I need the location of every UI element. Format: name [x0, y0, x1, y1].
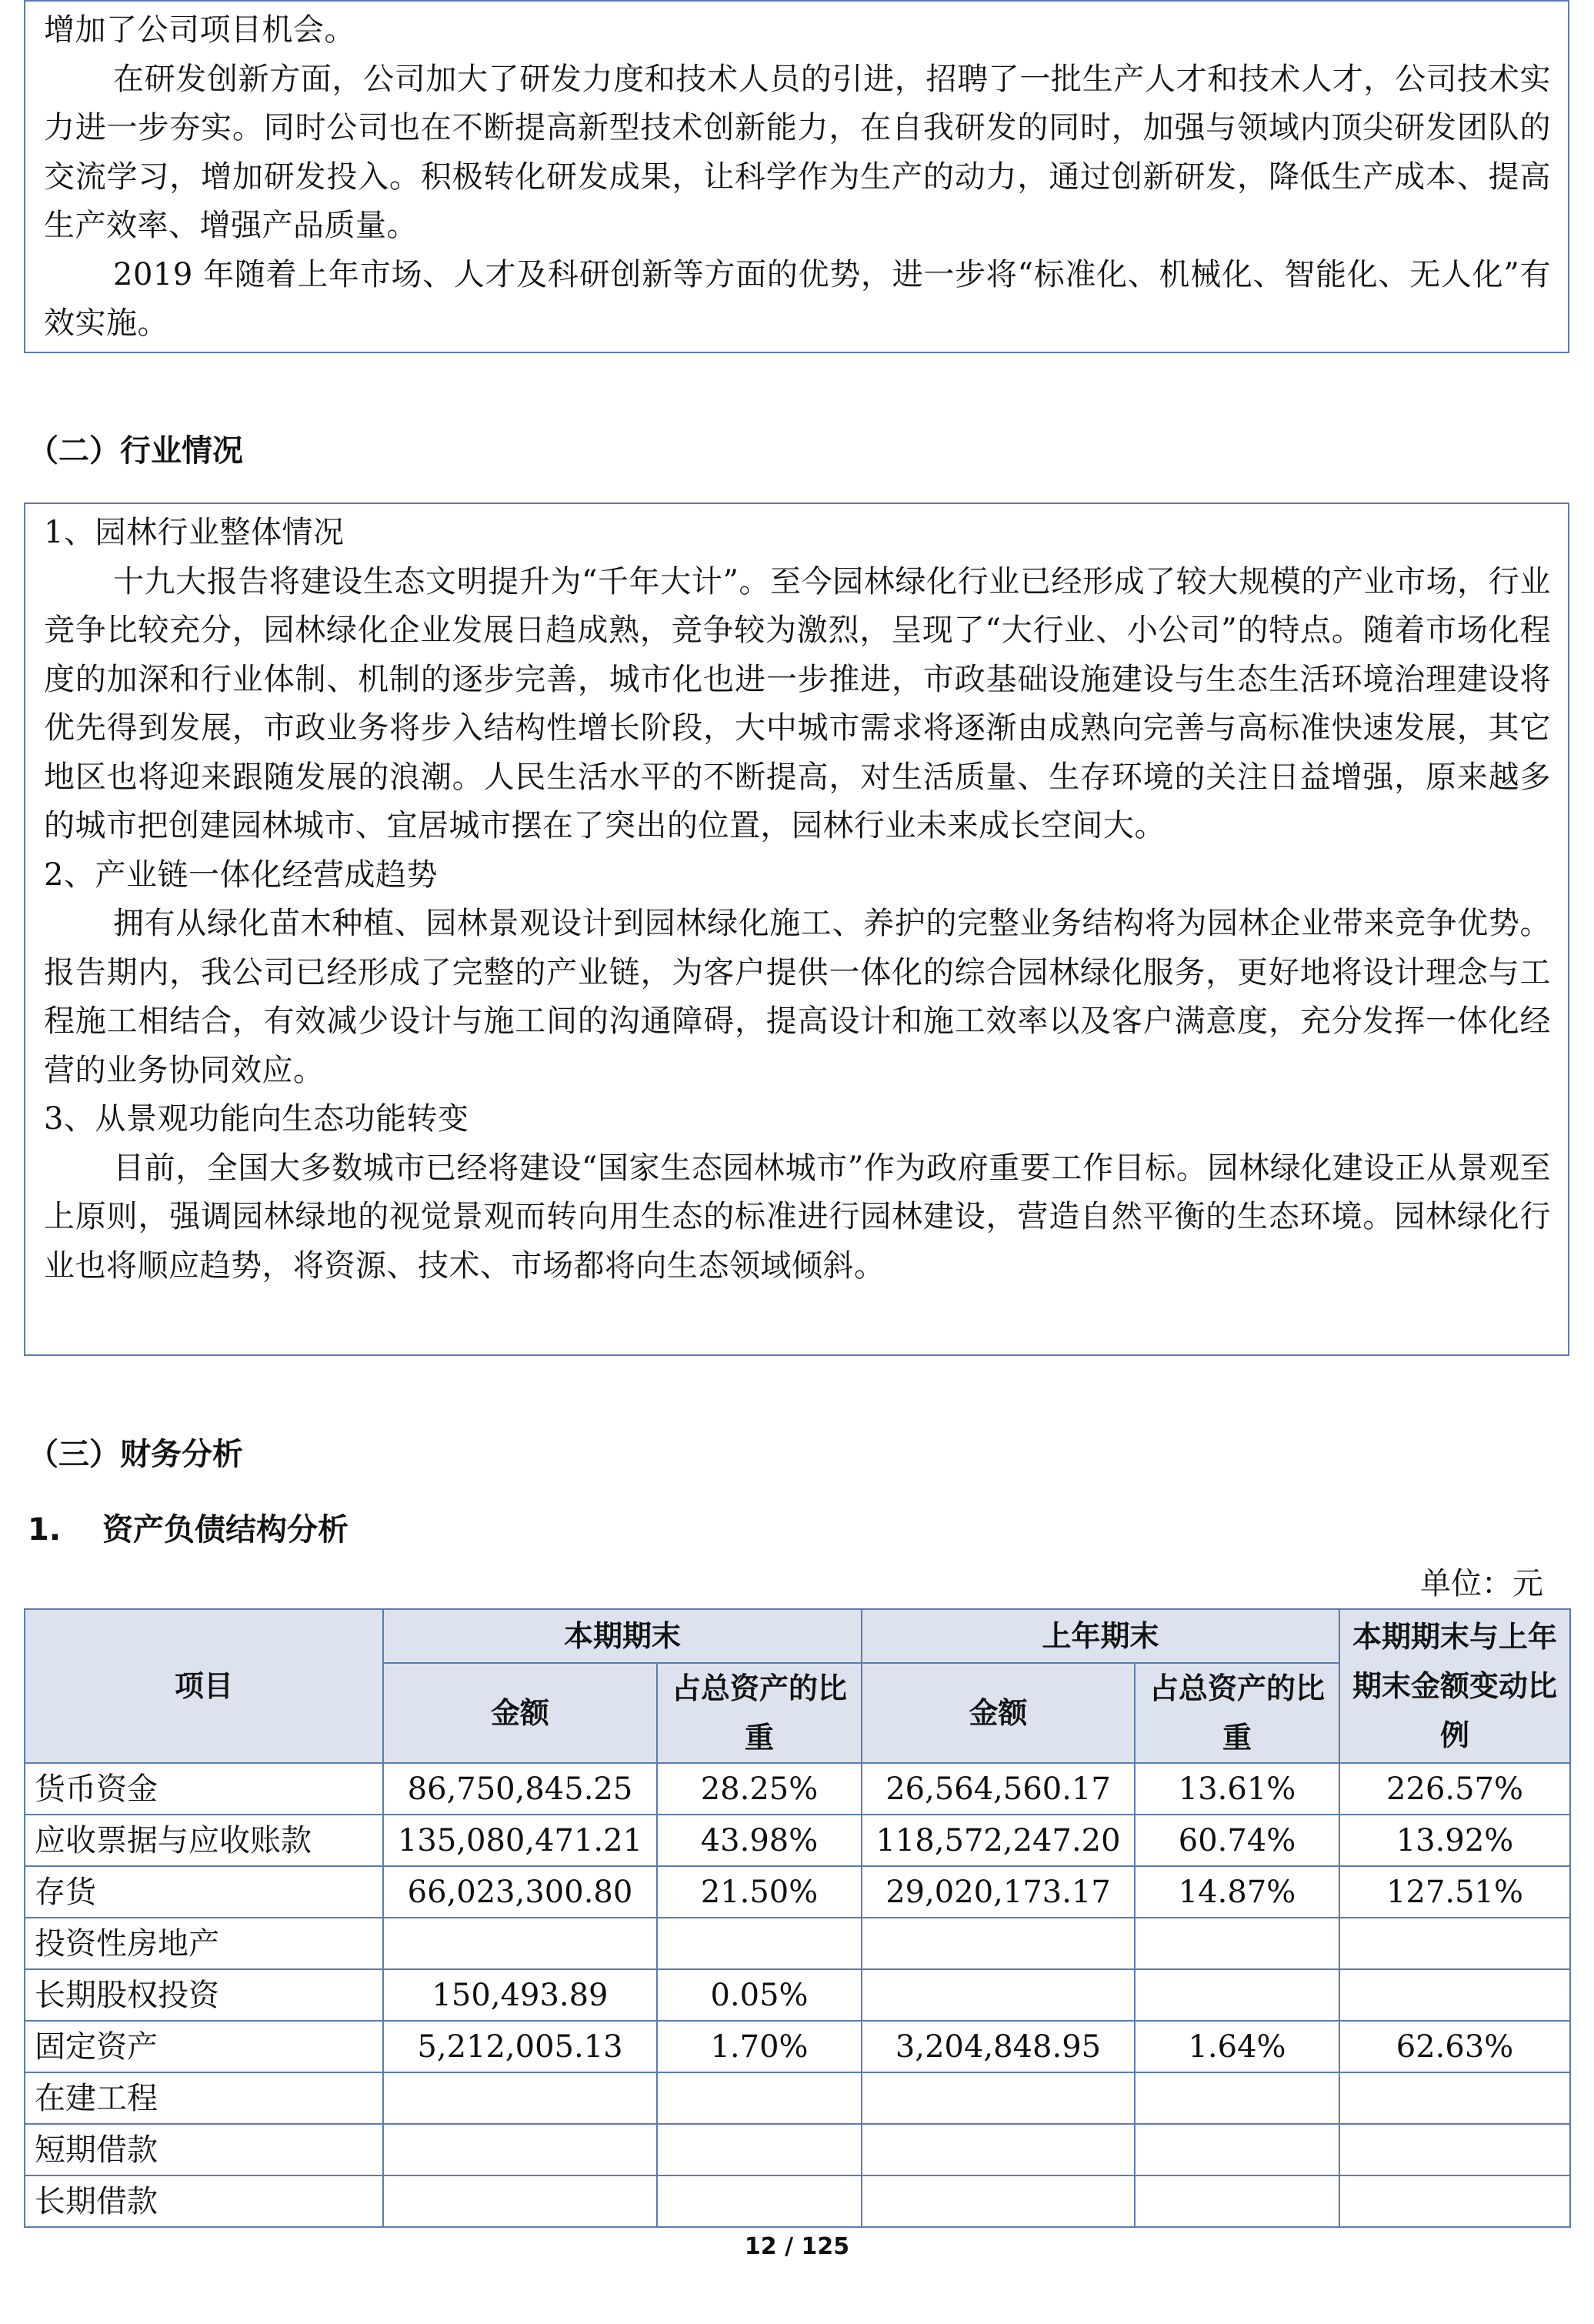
change-ratio — [1339, 1969, 1570, 2021]
current-amount — [383, 2175, 657, 2227]
current-amount: 135,080,471.21 — [383, 1815, 657, 1866]
prior-amount: 3,204,848.95 — [862, 2021, 1135, 2072]
section-heading-finance: （三）财务分析 — [28, 1437, 243, 1472]
change-ratio — [1339, 2124, 1570, 2175]
current-amount: 86,750,845.25 — [383, 1763, 657, 1815]
change-ratio: 62.63% — [1339, 2021, 1570, 2072]
paragraph: 在研发创新方面，公司加大了研发力度和技术人员的引进，招聘了一批生产人才和技术人才，公司技术实力进一步夯实。同时公司也在不断提高新型技术创新能力，在自我研发的同时，加强与领域内顶尖研发团队的交流学习，增加研发投入。积极转化研发成果，让科学作为生产的动力，通过创新研发，降低生产成本、提高生产效率、增强产品质量。 — [44, 61, 1551, 243]
header-current-period: 本期期末 — [383, 1609, 862, 1663]
row-label: 投资性房地产 — [25, 1918, 383, 1969]
header-ratio: 占总资产的比重 — [1135, 1663, 1339, 1763]
prior-amount: 26,564,560.17 — [862, 1763, 1135, 1815]
current-ratio: 21.50% — [657, 1866, 862, 1918]
table-row — [25, 1815, 1570, 1866]
current-amount: 5,212,005.13 — [383, 2021, 657, 2072]
header-amount: 金额 — [383, 1663, 657, 1763]
prior-ratio — [1135, 2072, 1339, 2124]
current-amount: 150,493.89 — [383, 1969, 657, 2021]
table-row — [25, 2124, 1570, 2175]
prior-ratio — [1135, 2175, 1339, 2227]
row-label: 应收票据与应收账款 — [25, 1815, 383, 1866]
current-amount — [383, 2124, 657, 2175]
paragraph: 2019 年随着上年市场、人才及科研创新等方面的优势，进一步将“标准化、机械化、智能化、无人化”有效实施。 — [44, 256, 1551, 341]
current-ratio: 0.05% — [657, 1969, 862, 2021]
balance-structure-table — [24, 1608, 1571, 2228]
current-ratio — [657, 1918, 862, 1969]
row-label: 存货 — [25, 1866, 383, 1918]
table-row — [25, 2072, 1570, 2124]
current-ratio — [657, 2175, 862, 2227]
paragraph: 增加了公司项目机会。 — [44, 12, 355, 48]
unit-label: 单位：元 — [1420, 1566, 1543, 1601]
prior-ratio — [1135, 2124, 1339, 2175]
current-ratio: 28.25% — [657, 1763, 862, 1815]
subsection-heading-balance: 1. 资产负债结构分析 — [28, 1512, 348, 1548]
prior-ratio — [1135, 1918, 1339, 1969]
change-ratio: 226.57% — [1339, 1763, 1570, 1815]
subsection-title: 2、产业链一体化经营成趋势 — [44, 856, 438, 893]
change-ratio — [1339, 2175, 1570, 2227]
prior-amount: 29,020,173.17 — [862, 1866, 1135, 1918]
current-ratio — [657, 2124, 862, 2175]
prior-ratio: 14.87% — [1135, 1866, 1339, 1918]
current-ratio: 43.98% — [657, 1815, 862, 1866]
paragraph: 目前，全国大多数城市已经将建设“国家生态园林城市”作为政府重要工作目标。园林绿化建设正从景观至上原则，强调园林绿地的视觉景观而转向用生态的标准进行园林建设，营造自然平衡的生态环境。园林绿化行业也将顺应趋势，将资源、技术、市场都将向生态领域倾斜。 — [44, 1150, 1551, 1284]
paragraph: 十九大报告将建设生态文明提升为“千年大计”。至今园林绿化行业已经形成了较大规模的产业市场，行业竞争比较充分，园林绿化企业发展日趋成熟，竞争较为激烈，呈现了“大行业、小公司”的特点。随着市场化程度的加深和行业体制、机制的逐步完善，城市化也进一步推进，市政基础设施建设与生态生活环境治理建设将优先得到发展，市政业务将步入结构性增长阶段，大中城市需求将逐渐由成熟向完善与高标准快速发展，其它地区也将迎来跟随发展的浪潮。人民生活水平的不断提高，对生活质量、生存环境的关注日益增强，原来越多的城市把创建园林城市、宜居城市摆在了突出的位置，园林行业未来成长空间大。 — [44, 563, 1551, 843]
row-label: 长期借款 — [25, 2175, 383, 2227]
row-label: 长期股权投资 — [25, 1969, 383, 2021]
row-label: 固定资产 — [25, 2021, 383, 2072]
table-row — [25, 1763, 1570, 1815]
row-label: 在建工程 — [25, 2072, 383, 2124]
prior-amount — [862, 2124, 1135, 2175]
header-change-ratio: 本期期末与上年期末金额变动比例 — [1339, 1609, 1570, 1763]
header-prior-period: 上年期末 — [862, 1609, 1339, 1663]
header-ratio: 占总资产的比重 — [657, 1663, 862, 1763]
change-ratio: 13.92% — [1339, 1815, 1570, 1866]
prior-ratio — [1135, 1969, 1339, 2021]
row-label: 短期借款 — [25, 2124, 383, 2175]
paragraph: 拥有从绿化苗木种植、园林景观设计到园林绿化施工、养护的完整业务结构将为园林企业带来竞争优势。报告期内，我公司已经形成了完整的产业链，为客户提供一体化的综合园林绿化服务，更好地将设计理念与工程施工相结合，有效减少设计与施工间的沟通障碍，提高设计和施工效率以及客户满意度，充分发挥一体化经营的业务协同效应。 — [44, 906, 1551, 1088]
text-box-industry — [24, 503, 1569, 1356]
header-amount: 金额 — [862, 1663, 1135, 1763]
current-amount — [383, 2072, 657, 2124]
prior-ratio: 1.64% — [1135, 2021, 1339, 2072]
row-label: 货币资金 — [25, 1763, 383, 1815]
prior-amount: 118,572,247.20 — [862, 1815, 1135, 1866]
prior-amount — [862, 2175, 1135, 2227]
prior-amount — [862, 1918, 1135, 1969]
table-row — [25, 2021, 1570, 2072]
current-ratio: 1.70% — [657, 2021, 862, 2072]
table-row — [25, 1969, 1570, 2021]
text-box-research — [24, 0, 1569, 353]
prior-amount — [862, 1969, 1135, 2021]
subsection-title: 3、从景观功能向生态功能转变 — [44, 1101, 469, 1137]
current-amount — [383, 1918, 657, 1969]
subsection-title: 1、园林行业整体情况 — [44, 515, 345, 550]
table-row — [25, 1918, 1570, 1969]
change-ratio — [1339, 2072, 1570, 2124]
prior-amount — [862, 2072, 1135, 2124]
table-row — [25, 2175, 1570, 2227]
prior-ratio: 60.74% — [1135, 1815, 1339, 1866]
prior-ratio: 13.61% — [1135, 1763, 1339, 1815]
header-item: 项目 — [25, 1609, 383, 1763]
page-number: 12 / 125 — [744, 2233, 850, 2260]
current-ratio — [657, 2072, 862, 2124]
change-ratio — [1339, 1918, 1570, 1969]
current-amount: 66,023,300.80 — [383, 1866, 657, 1918]
change-ratio: 127.51% — [1339, 1866, 1570, 1918]
table-row — [25, 1866, 1570, 1918]
section-heading-industry: （二）行业情况 — [28, 433, 243, 469]
table-header-row — [25, 1609, 1570, 1663]
